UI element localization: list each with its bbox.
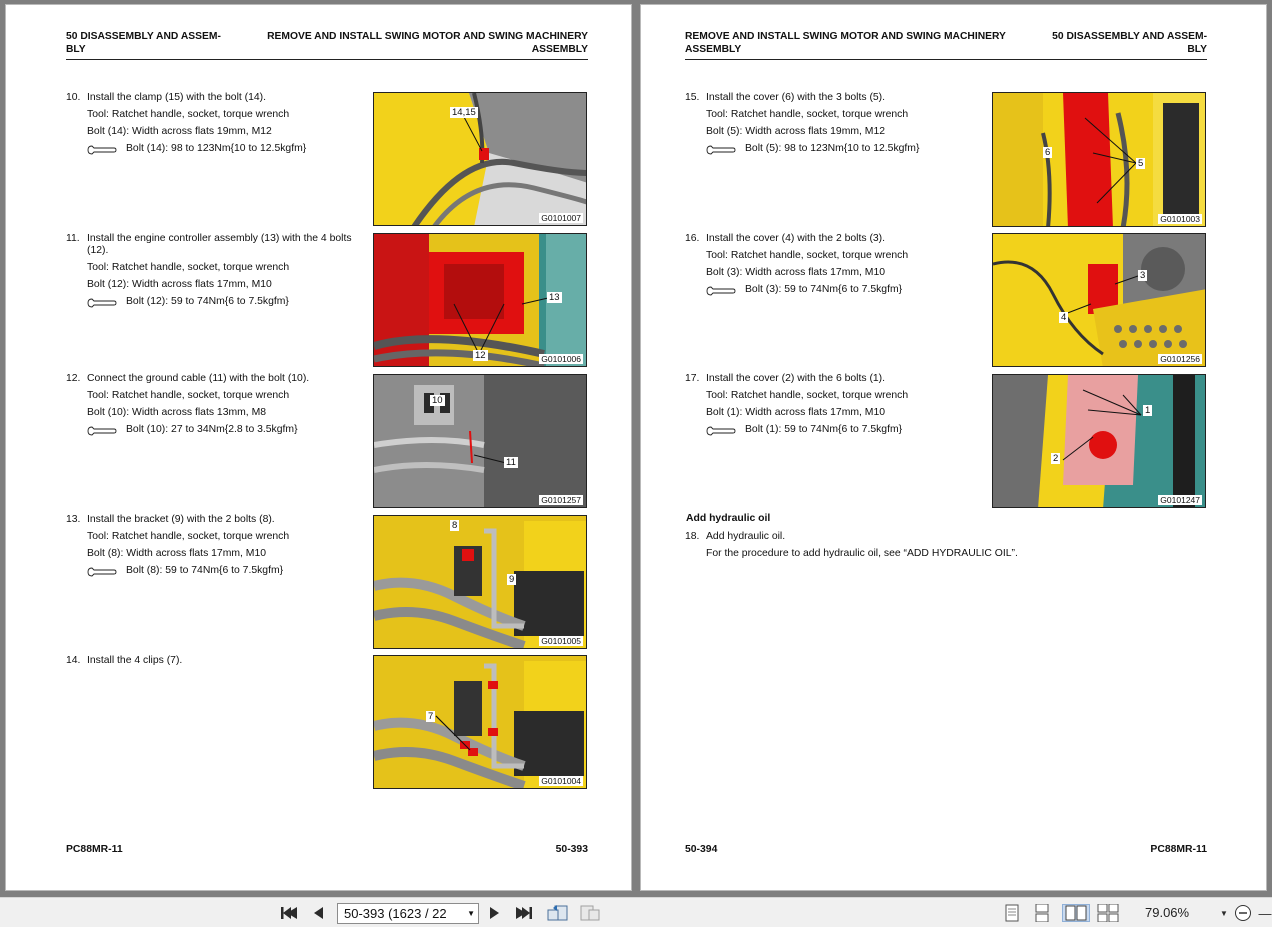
- footer-page-number: 50-394: [685, 844, 718, 855]
- figure-ground-cable: [373, 374, 587, 508]
- step-text: Install the cover (4) with the 2 bolts (3).: [706, 233, 886, 244]
- step-text: Install the cover (6) with the 3 bolts (5).: [706, 92, 886, 103]
- callout: 4: [1061, 312, 1067, 323]
- header-chapter: 50 DISASSEMBLY AND ASSEM- BLY: [1052, 31, 1207, 55]
- last-page-icon[interactable]: [513, 904, 535, 922]
- page-header: [66, 30, 588, 60]
- document-page-right: [640, 4, 1267, 891]
- viewer-toolbar: [0, 897, 1272, 927]
- callout: 7: [428, 711, 434, 722]
- figure-cover-2: [992, 374, 1206, 508]
- page-header: [685, 30, 1207, 60]
- facing-icon[interactable]: [1062, 904, 1090, 922]
- step-tool: Tool: Ratchet handle, socket, torque wrench: [706, 250, 909, 261]
- step-tool: Tool: Ratchet handle, socket, torque wrench: [87, 531, 290, 542]
- callout: 2: [1053, 453, 1059, 464]
- callout: 11: [506, 457, 516, 468]
- callout: 3: [1140, 270, 1146, 281]
- step-number: 15.: [685, 92, 700, 103]
- step-tool: Tool: Ratchet handle, socket, torque wrench: [87, 109, 290, 120]
- step-number: 11.: [66, 233, 80, 244]
- step-number: 17.: [685, 373, 700, 384]
- document-page-left: [5, 4, 632, 891]
- figure-bracket: [373, 515, 587, 649]
- step-reference: For the procedure to add hydraulic oil, see “ADD HYDRAULIC OIL”.: [706, 548, 1018, 559]
- prev-page-icon[interactable]: [310, 904, 326, 922]
- callout: 14,15: [452, 107, 476, 118]
- step-tool: Tool: Ratchet handle, socket, torque wrench: [706, 390, 909, 401]
- figure-cover-4: [992, 233, 1206, 367]
- previous-view-icon[interactable]: [546, 904, 570, 922]
- figure-code: G0101257: [541, 495, 581, 505]
- zoom-level[interactable]: 79.06%: [1145, 905, 1190, 920]
- step-bolt: Bolt (14): Width across flats 19mm, M12: [87, 126, 272, 137]
- torque-spec: Bolt (14): 98 to 123Nm{10 to 12.5kgfm}: [66, 140, 366, 157]
- torque-spec: Bolt (10): 27 to 34Nm{2.8 to 3.5kgfm}: [66, 421, 366, 438]
- header-chapter: 50 DISASSEMBLY AND ASSEM- BLY: [66, 31, 221, 55]
- step-bolt: Bolt (5): Width across flats 19mm, M12: [706, 126, 886, 137]
- next-view-icon[interactable]: [578, 904, 602, 922]
- step-bolt: Bolt (10): Width across flats 13mm, M8: [87, 407, 267, 418]
- callout: 8: [452, 520, 458, 531]
- toolbar-overflow[interactable]: —: [1258, 905, 1272, 921]
- torque-spec: Bolt (12): 59 to 74Nm{6 to 7.5kgfm}: [66, 293, 366, 310]
- step-bolt: Bolt (8): Width across flats 17mm, M10: [87, 548, 267, 559]
- continuous-icon[interactable]: [1032, 904, 1052, 922]
- figure-code: G0101004: [541, 776, 581, 786]
- step-number: 12.: [66, 373, 81, 384]
- figure-code: G0101005: [541, 636, 581, 646]
- zoom-out-icon[interactable]: [1233, 904, 1253, 922]
- torque-wrench-icon: [706, 144, 736, 154]
- callout: 1: [1145, 405, 1151, 416]
- continuous-facing-icon[interactable]: [1096, 904, 1120, 922]
- step-10: [66, 89, 366, 157]
- zoom-dropdown-icon[interactable]: ▼: [1220, 908, 1228, 918]
- callout: 12: [475, 350, 486, 361]
- step-text: Install the engine controller assembly (13) with the 4 bolts (12).: [87, 233, 352, 256]
- torque-wrench-icon: [706, 285, 736, 295]
- header-section: REMOVE AND INSTALL SWING MOTOR AND SWING MACHINERY ASSEMBLY: [267, 31, 588, 55]
- callout: 10: [432, 395, 443, 406]
- figure-engine-controller: [373, 233, 587, 367]
- footer-model: PC88MR-11: [1150, 844, 1207, 855]
- callout: 13: [549, 292, 560, 303]
- figure-code: G0101256: [1160, 354, 1200, 364]
- step-14: [66, 652, 366, 669]
- header-section: REMOVE AND INSTALL SWING MOTOR AND SWING MACHINERY ASSEMBLY: [685, 31, 1006, 55]
- callout: 9: [509, 574, 515, 585]
- footer-page-number: 50-393: [555, 844, 588, 855]
- section-title: Add hydraulic oil: [686, 513, 771, 524]
- first-page-icon[interactable]: [279, 904, 299, 922]
- step-text: Install the 4 clips (7).: [87, 655, 183, 666]
- step-bolt: Bolt (12): Width across flats 17mm, M10: [87, 279, 272, 290]
- torque-spec: Bolt (1): 59 to 74Nm{6 to 7.5kgfm}: [685, 421, 985, 438]
- dropdown-arrow-icon[interactable]: ▼: [467, 909, 475, 918]
- step-tool: Tool: Ratchet handle, socket, torque wrench: [87, 262, 290, 273]
- step-text: Install the cover (2) with the 6 bolts (1).: [706, 373, 886, 384]
- step-number: 14.: [66, 655, 81, 666]
- figure-code: G0101247: [1160, 495, 1200, 505]
- callout: 5: [1138, 158, 1144, 169]
- torque-wrench-icon: [87, 566, 117, 576]
- step-number: 10.: [66, 92, 81, 103]
- step-13: [66, 511, 366, 579]
- step-18: [685, 528, 1105, 562]
- figure-code: G0101003: [1160, 214, 1200, 224]
- step-bolt: Bolt (3): Width across flats 17mm, M10: [706, 267, 886, 278]
- page-number-input[interactable]: 50-393 (1623 / 22 ▼: [337, 903, 479, 924]
- single-page-icon[interactable]: [1002, 904, 1022, 922]
- step-12: [66, 370, 366, 438]
- step-text: Install the bracket (9) with the 2 bolts (8).: [87, 514, 275, 525]
- figure-code: G0101006: [541, 354, 581, 364]
- step-text: Connect the ground cable (11) with the bolt (10).: [87, 373, 310, 384]
- step-tool: Tool: Ratchet handle, socket, torque wrench: [706, 109, 909, 120]
- figure-clips: [373, 655, 587, 789]
- torque-wrench-icon: [87, 144, 117, 154]
- figure-code: G0101007: [541, 213, 581, 223]
- step-11: [66, 230, 366, 310]
- step-16: [685, 230, 985, 298]
- step-text: Install the clamp (15) with the bolt (14).: [87, 92, 267, 103]
- torque-wrench-icon: [87, 425, 117, 435]
- torque-wrench-icon: [706, 425, 736, 435]
- step-number: 18.: [685, 531, 700, 542]
- step-text: Add hydraulic oil.: [706, 531, 786, 542]
- step-15: [685, 89, 985, 157]
- step-bolt: Bolt (1): Width across flats 17mm, M10: [706, 407, 886, 418]
- step-tool: Tool: Ratchet handle, socket, torque wrench: [87, 390, 290, 401]
- step-number: 16.: [685, 233, 700, 244]
- figure-clamp-bolt: [373, 92, 587, 226]
- footer-model: PC88MR-11: [66, 844, 123, 855]
- step-number: 13.: [66, 514, 81, 525]
- callout: 6: [1045, 147, 1051, 158]
- next-page-icon[interactable]: [487, 904, 503, 922]
- torque-spec: Bolt (5): 98 to 123Nm{10 to 12.5kgfm}: [685, 140, 985, 157]
- step-17: [685, 370, 985, 438]
- torque-wrench-icon: [87, 297, 117, 307]
- figure-cover-6: [992, 92, 1206, 227]
- torque-spec: Bolt (3): 59 to 74Nm{6 to 7.5kgfm}: [685, 281, 985, 298]
- torque-spec: Bolt (8): 59 to 74Nm{6 to 7.5kgfm}: [66, 562, 366, 579]
